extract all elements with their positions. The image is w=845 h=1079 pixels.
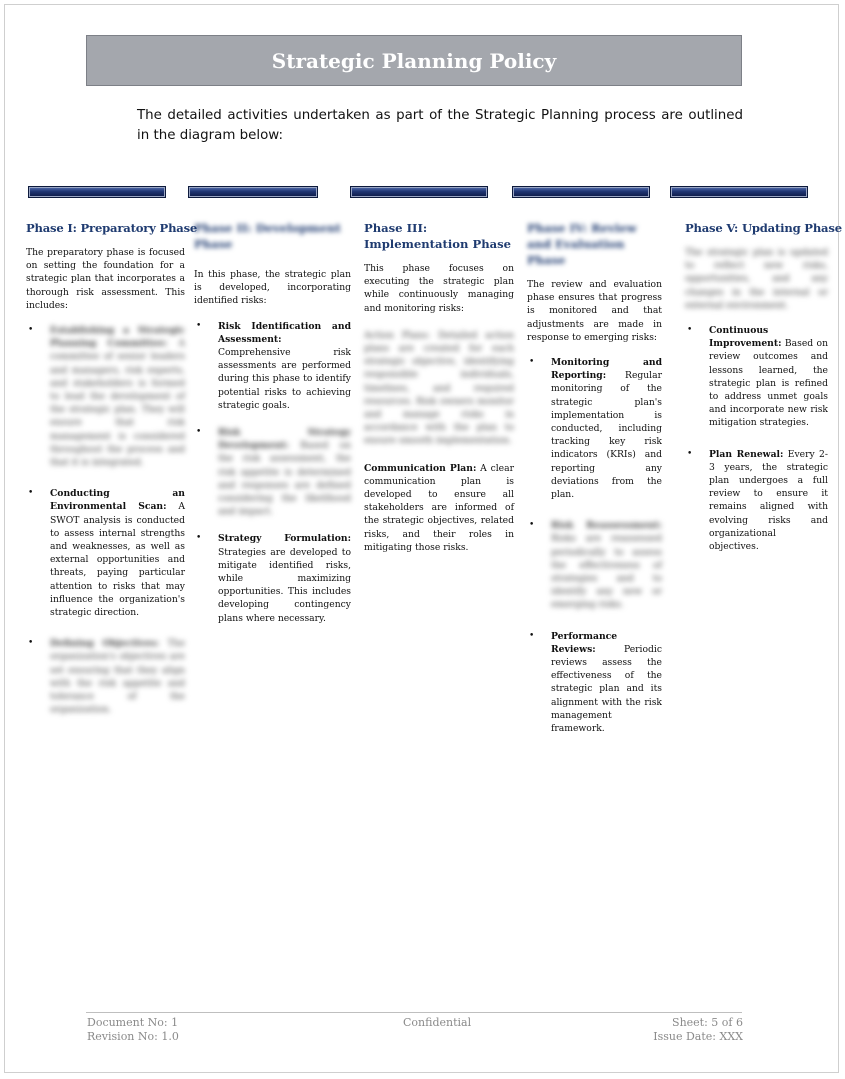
item-label: Communication Plan: xyxy=(364,462,477,474)
list-item xyxy=(194,426,351,518)
item-body: A SWOT analysis is conducted to assess internal strengths and weaknesses, as well as external opportunities and threats, paying particular attention to risks that may influence the organization's strategic direction. xyxy=(50,501,186,619)
phase-1-list xyxy=(26,324,185,716)
item-label: Continuous Improvement: xyxy=(709,325,782,350)
phase-2-text: In this phase, the strategic plan is developed, incorporating identified risks: xyxy=(194,269,351,307)
list-item xyxy=(194,320,351,412)
phase-5-blurred-text: The strategic plan is updated to reflect new risks, opportunities, and any changes in the internal or external environment. xyxy=(685,247,828,311)
confidential-label: Confidential xyxy=(403,1016,472,1029)
phase-1-bar xyxy=(28,186,166,198)
bullet-icon: • xyxy=(529,520,535,531)
item-body: Comprehensive risk assessments are performed during this phase to identify potential risks to achieving strategic goals. xyxy=(218,347,351,411)
list-item xyxy=(26,487,185,619)
blurred-item: Establishing a Strategic Planning Committee: A committee of senior leaders and managers, risk experts, and stakeholders is formed to lead the development of the strategic plan. They will ensure that risk management is considered throughout the process and that it is integrated. xyxy=(50,325,186,469)
list-item xyxy=(26,324,185,469)
item-body: Regular monitoring of the strategic plan's implementation is conducted, including tracking key risk indicators (KRIs) and reporting any deviations from the plan. xyxy=(551,370,662,501)
list-item xyxy=(527,519,662,611)
phase-4-heading: Phase IV: Review and Evaluation Phase xyxy=(527,221,637,267)
bullet-icon: • xyxy=(28,488,34,499)
bullet-icon: • xyxy=(196,533,202,544)
blurred-item: Defining Objectives: The organization's objectives are set ensuring that they align with the risk appetite and tolerance of the organization. xyxy=(50,638,186,716)
item-body: Periodic reviews assess the effectiveness of the strategic plan and its alignment with the risk management framework. xyxy=(551,643,662,735)
bullet-icon: • xyxy=(529,630,535,641)
phase-4-column xyxy=(527,186,662,749)
issue-date: Issue Date: XXX xyxy=(653,1030,743,1043)
blurred-item: Risk Reassessment: Risks are reassessed periodically to assess the effectiveness of strategies and to identify any new or emerging risks. xyxy=(551,520,662,611)
item-label: Performance Reviews: xyxy=(551,630,618,655)
sheet-number: Sheet: 5 of 6 xyxy=(672,1016,743,1029)
intro-paragraph: The detailed activities undertaken as part of the Strategic Planning process are outlined in the diagram below: xyxy=(137,108,743,143)
phase-4-text: The review and evaluation phase ensures that progress is monitored and that adjustments are made in response to emerging risks: xyxy=(527,279,662,343)
phase-2-list xyxy=(194,320,351,625)
bullet-icon: • xyxy=(28,638,34,649)
item-label: Risk Identification and Assessment: xyxy=(218,320,351,345)
bullet-icon: • xyxy=(196,320,202,331)
item-body: Strategies are developed to mitigate identified risks, while maximizing opportunities. This includes developing contingency plans where necessary. xyxy=(218,546,351,624)
list-item xyxy=(527,356,662,501)
footer-right xyxy=(653,1016,743,1044)
footer-center xyxy=(403,1016,471,1030)
list-item xyxy=(194,532,351,624)
phase-3-blurred-block: Action Plans: Detailed action plans are created for each strategic objective, identifying responsible individuals, timelines, and required resources. Risk owners monitor and manage risks in accordance with the plan to ensure smooth implementation. xyxy=(364,329,514,447)
bullet-icon: • xyxy=(28,325,34,336)
list-item xyxy=(685,324,828,430)
phase-4-bar xyxy=(512,186,650,198)
item-label: Conducting an Environmental Scan: xyxy=(50,488,185,513)
phase-1-text: The preparatory phase is focused on setting the foundation for a strategic plan that incorporates a thorough risk assessment. This includes: xyxy=(26,247,185,311)
phase-1-heading: Phase I: Preparatory Phase xyxy=(26,221,198,235)
item-label: Monitoring and Reporting: xyxy=(551,357,662,382)
blurred-item: Risk Strategy Development: Based on the risk assessment, the risk appetite is determined and responses are defined considering the likelihood and impact. xyxy=(218,427,351,518)
phase-2-bar xyxy=(188,186,318,198)
document-number: Document No: 1 xyxy=(87,1016,179,1029)
phase-2-column xyxy=(194,186,351,639)
item-label: Plan Renewal: xyxy=(709,448,784,460)
phase-5-bar xyxy=(670,186,808,198)
item-body: Based on review outcomes and lessons learned, the strategic plan is refined to address unmet goals and incorporate new risk mitigation strategies. xyxy=(709,338,828,429)
revision-number: Revision No: 1.0 xyxy=(87,1030,179,1043)
phase-5-list xyxy=(685,324,828,553)
footer-divider xyxy=(86,1012,742,1013)
phase-5-column xyxy=(685,186,842,567)
phase-1-column xyxy=(26,186,198,731)
phase-3-text: This phase focuses on executing the strategic plan while continuously managing and monitoring risks: xyxy=(364,263,514,314)
bullet-icon: • xyxy=(687,448,693,459)
list-item xyxy=(527,630,662,736)
title-banner xyxy=(86,35,742,86)
bullet-icon: • xyxy=(687,325,693,336)
bullet-icon: • xyxy=(529,357,535,368)
page-title: Strategic Planning Policy xyxy=(271,48,557,73)
item-body: Every 2-3 years, the strategic plan undergoes a full review to ensure it remains aligned with evolving risks and organizational objectives. xyxy=(709,448,829,553)
phase-5-heading: Phase V: Updating Phase xyxy=(685,221,842,235)
phase-2-heading: Phase II: Development Phase xyxy=(194,221,341,251)
phase-3-heading: Phase III: Implementation Phase xyxy=(364,221,512,251)
list-item xyxy=(26,637,185,716)
phase-3-column xyxy=(364,186,514,554)
item-label: Strategy Formulation: xyxy=(218,533,351,545)
list-item xyxy=(685,448,828,554)
phase-3-communication-plan xyxy=(364,462,514,554)
bullet-icon: • xyxy=(196,427,202,438)
phase-3-bar xyxy=(350,186,488,198)
phase-4-list xyxy=(527,356,662,735)
footer-left xyxy=(87,1016,179,1044)
item-body: A clear communication plan is developed to ensure all stakeholders are informed of the strategic objectives, related risks, and their roles in mitigating those risks. xyxy=(364,462,514,553)
